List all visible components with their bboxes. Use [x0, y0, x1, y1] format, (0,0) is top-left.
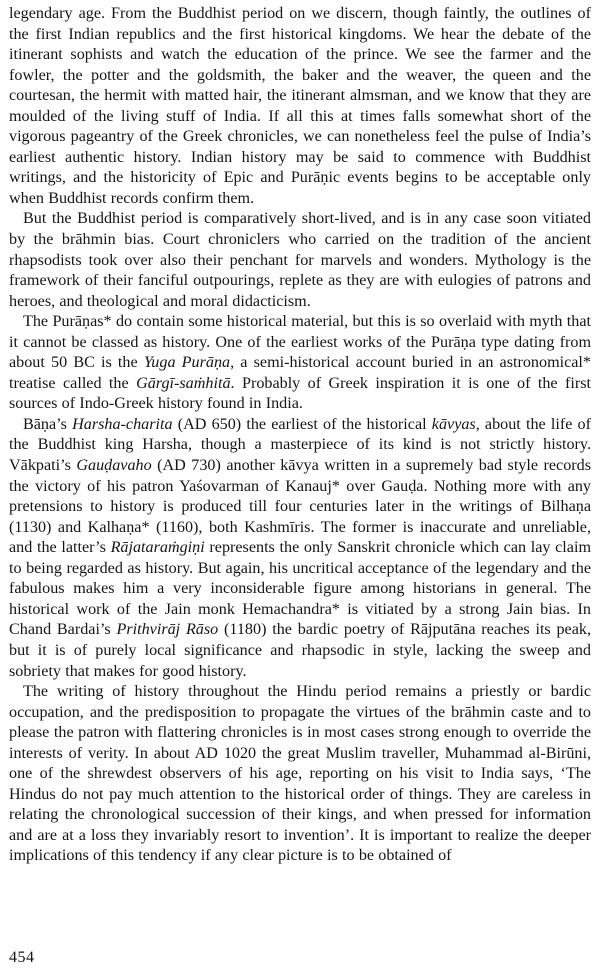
italic-title: Prithvirāj Rāso	[116, 621, 219, 639]
text-run: (AD 730) another kāvya written in a supremely bad style records the victory of his patron Yaśovarman of Kanauj* over Gauḍa. Nothing more with any pretensions to history is produced till four centuries later in the writings of Bilhaṇa (1130) and Kalhaṇa* (1160), both Kashmīris. The former is inaccurate and unreliable, and the latter’s	[9, 457, 591, 557]
italic-title: Rājataraṁgiṇi	[110, 539, 205, 557]
italic-title: kāvyas	[431, 415, 476, 433]
text-run: , a semi-historical account buried in an astronomical* treatise called the	[9, 354, 591, 392]
text-run: legendary age. From the Buddhist period on we discern, though faintly, the outlines of the first Indian republics and the first historical kingdoms. We hear the debate of the itinerant sophists and watch the education of the prince. We see the farmer and the fowler, the potter and the goldsmith, the baker and the weaver, the queen and the courtesan, the hermit with matted hair, the itinerant almsman, and we know that they are moulded of the living stuff of India. If all this at times falls somewhat short of the vigorous pageantry of the Greek chronicles, we can nonetheless feel the pulse of India’s earliest authentic history. Indian history may be said to commence with Buddhist writings, and the historicity of Epic and Purāṇic events begins to be acceptable only when Buddhist records confirm them.	[9, 5, 591, 207]
italic-title: Gauḍavaho	[76, 457, 152, 475]
paragraph	[9, 312, 591, 415]
text-run: Bāṇa’s	[23, 415, 73, 433]
page-number: 454	[9, 949, 35, 966]
paragraph	[9, 209, 591, 312]
italic-title: Gārgī-saṁhitā	[136, 374, 231, 392]
text-run: But the Buddhist period is comparatively short-lived, and is in any case soon vitiated by the brāhmin bias. Court chroniclers who carried on the tradition of the ancient rhapsodists took over also their penchant for marvels and wonders. Mythology is the framework of their fanciful outpourings, replete as they are with eulogies of patrons and heroes, and theological and moral didacticism.	[9, 210, 591, 310]
text-run: The Purāṇas* do contain some historical material, but this is so overlaid with myth that it cannot be classed as history. One of the earliest works of the Purāṇa type dating from about 50 BC is the	[9, 313, 591, 372]
text-run: , about the life of the Buddhist king Harsha, though a masterpiece of its kind is not strictly history. Vākpati’s	[9, 415, 591, 475]
text-run: (AD 650) the earliest of the historical	[172, 415, 432, 433]
body-text	[9, 4, 591, 867]
italic-title: Harsha-charita	[72, 415, 173, 433]
text-run: (1180) the bardic poetry of Rājputāna reaches its peak, but it is of purely local significance and rhapsodic in style, lacking the sweep and sobriety that makes for good history.	[9, 621, 591, 680]
italic-title: Yuga Purāṇa	[143, 354, 231, 372]
text-run: The writing of history throughout the Hindu period remains a priestly or bardic occupation, and the predisposition to propagate the virtues of the brāhmin caste and to please the patron with flattering chronicles is in most cases strong enough to override the interests of verity. In about AD 1020 the great Muslim traveller, Muhammad al-Birūni, one of the shrewdest observers of his age, reporting on his visit to India says, ‘The Hindus do not pay much attention to the historical order of things. They are careless in relating the chronological succession of their kings, and when pressed for information and are at a loss they invariably resort to invention’. It is important to realize the deeper implications of this tendency if any clear picture is to be obtained of	[9, 683, 591, 865]
text-run: . Probably of Greek inspiration it is one of the first sources of Indo-Greek history found in India.	[9, 374, 591, 413]
paragraph	[9, 4, 591, 209]
paragraph	[9, 415, 591, 682]
text-run: represents the only Sanskrit chronicle which can lay claim to being regarded as history. But again, his uncritical acceptance of the legendary and the fabulous makes him a very inconsiderable figure among historians in general. The historical work of the Jain monk Hemachandra* is vitiated by a strong Jain bias. In Chand Bardai’s	[9, 539, 591, 639]
paragraph	[9, 682, 591, 867]
